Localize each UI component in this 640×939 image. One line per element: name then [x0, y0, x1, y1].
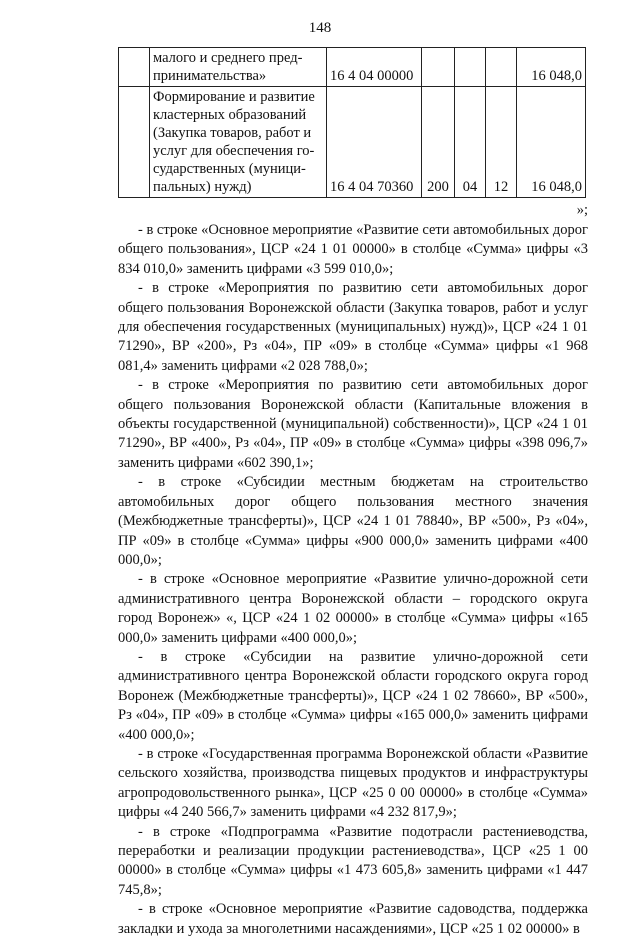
table-cell-vr	[422, 48, 455, 87]
amendment-paragraph: - в строке «Подпрограмма «Развитие подотрасли растениеводства, переработки и реализации продукции растениеводства», ЦСР «25 1 00 00000» в столбце «Сумма» цифры «1 473 605,8» заменить цифрами «1 447 745,8»;	[118, 823, 588, 898]
table-cell-index	[119, 87, 150, 198]
amendment-paragraph: - в строке «Субсидии на развитие улично-дорожной сети административного центра Воронежской области городского округа город Воронеж (Межбюджетные трансферты)», ЦСР «24 1 02 78660», ВР «500», Рз «04», ПР «09» в столбце «Сумма» цифры «165 000,0» заменить цифрами «400 000,0»;	[118, 648, 588, 743]
name-line: услуг для обеспечения го-	[153, 143, 315, 159]
name-line: малого и среднего пред-	[153, 50, 303, 66]
amendment-list	[118, 221, 588, 939]
name-line: сударственных (муници-	[153, 161, 306, 177]
table-closing-quote: »;	[576, 202, 588, 218]
table-row	[119, 87, 586, 198]
table-cell-sum: 16 048,0	[517, 48, 586, 87]
table-cell-pr	[486, 48, 517, 87]
budget-table	[118, 47, 586, 198]
table-cell-rz: 04	[455, 87, 486, 198]
name-line: (Закупка товаров, работ и	[153, 125, 312, 141]
amendment-paragraph: - в строке «Субсидии местным бюджетам на строительство автомобильных дорог общего пользования местного значения (Межбюджетные трансферты)», ЦСР «24 1 01 78840», ВР «500», Рз «04», ПР «09» в столбце «Сумма» цифры «900 000,0» заменить цифрами «400 000,0»;	[118, 474, 588, 568]
table-cell-index	[119, 48, 150, 87]
page-number: 148	[308, 20, 332, 36]
table-cell-name	[150, 48, 327, 87]
amendment-paragraph: - в строке «Мероприятия по развитию сети автомобильных дорог общего пользования Воронежской области (Капитальные вложения в объекты государственной (муниципальной) собственности)», ЦСР «24 1 01 71290», ВР «400», Рз «04», ПР «09» в столбце «Сумма» цифры «398 096,7» заменить цифрами «602 390,1»;	[118, 377, 588, 471]
amendment-paragraph: - в строке «Мероприятия по развитию сети автомобильных дорог общего пользования Воронежской области (Закупка товаров, работ и услуг для обеспечения государственных (муниципальных) нужд)», ЦСР «24 1 01 71290», ВР «200», Рз «04», ПР «09» в столбце «Сумма» цифры «1 968 081,4» заменить цифрами «2 028 788,0»;	[118, 280, 588, 374]
table-cell-rz	[455, 48, 486, 87]
name-line: пальных) нужд)	[153, 179, 252, 195]
amendment-paragraph: - в строке «Основное мероприятие «Развитие садоводства, поддержка закладки и ухода за многолетними насаждениями», ЦСР «25 1 02 00000» в	[118, 901, 588, 937]
table-cell-vr: 200	[422, 87, 455, 198]
table-cell-csr: 16 4 04 00000	[327, 48, 422, 87]
name-line: принимательства»	[153, 68, 267, 84]
amendment-paragraph: - в строке «Основное мероприятие «Развитие улично-дорожной сети административного центра Воронежской области – городского округа город Воронеж» «, ЦСР «24 1 02 00000» в столбце «Сумма» цифры «165 000,0» заменить цифрами «400 000,0»;	[118, 571, 588, 646]
name-line: Формирование и развитие	[153, 89, 315, 105]
table-cell-sum: 16 048,0	[517, 87, 586, 198]
table-cell-csr: 16 4 04 70360	[327, 87, 422, 198]
table-row	[119, 48, 586, 87]
amendment-paragraph: - в строке «Основное мероприятие «Развитие сети автомобильных дорог общего пользования», ЦСР «24 1 01 00000» в столбце «Сумма» цифры «3 834 010,0» заменить цифрами «3 599 010,0»;	[118, 222, 589, 277]
name-line: кластерных образований	[153, 107, 307, 123]
table-cell-pr: 12	[486, 87, 517, 198]
table-cell-name	[150, 87, 327, 198]
amendment-paragraph: - в строке «Государственная программа Воронежской области «Развитие сельского хозяйства, производства пищевых продуктов и инфраструктуры агропродовольственного рынка», ЦСР «25 0 00 00000» в столбце «Сумма» цифры «4 240 566,7» заменить цифрами «4 232 817,9»;	[118, 745, 588, 821]
